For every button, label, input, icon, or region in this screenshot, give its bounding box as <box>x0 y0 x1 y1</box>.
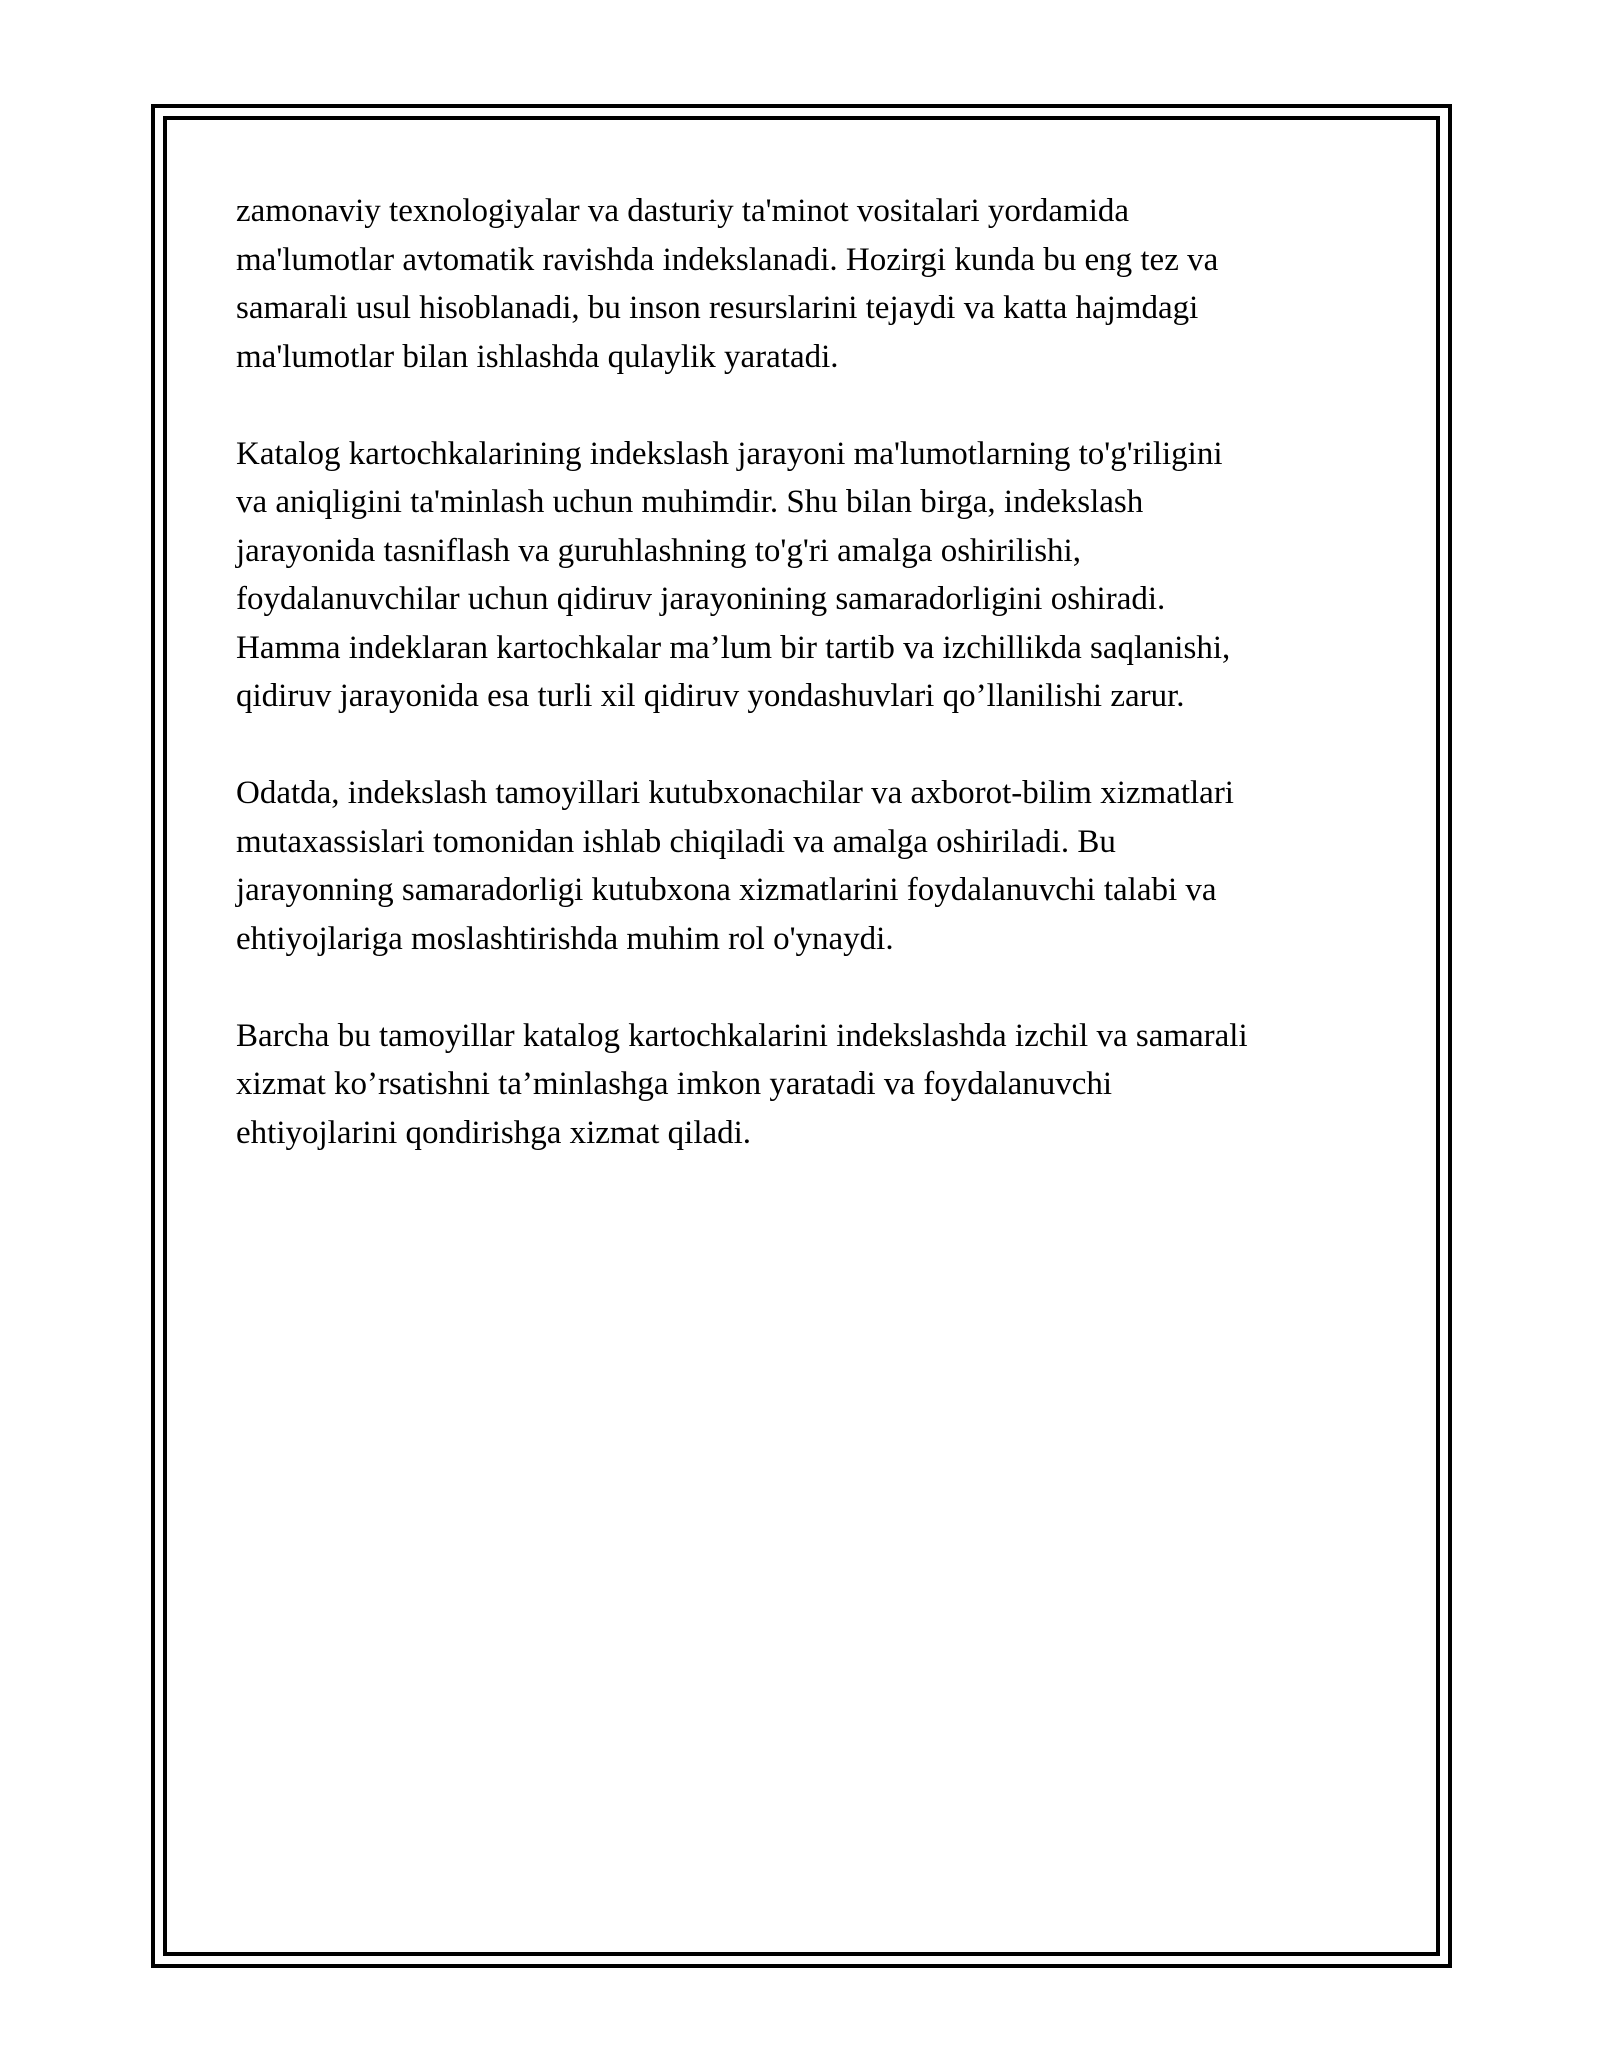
paragraph-2: Katalog kartochkalarining indekslash jarayoni ma'lumotlarning to'g'riligini va aniqligini ta'minlash uchun muhimdir. Shu bilan birga, indekslash jarayonida tasniflash va guruhlashning to'g'ri amalga oshirilishi, foydalanuvchilar uchun qidiruv jarayonining samaradorligini oshiradi. Hamma indeklaran kartochkalar ma’lum bir tartib va izchillikda saqlanishi, qidiruv jarayonida esa turli xil qidiruv yondashuvlari qo’llanilishi zarur. <box>236 435 1231 714</box>
paragraph-4: Barcha bu tamoyillar katalog kartochkalarini indekslashda izchil va samarali xizmat ko’rsatishni ta’minlashga imkon yaratadi va foydalanuvchi ehtiyojlarini qondirishga xizmat qiladi. <box>236 1017 1248 1151</box>
paragraph-3: Odatda, indekslash tamoyillari kutubxonachilar va axborot-bilim xizmatlari mutaxassislari tomonidan ishlab chiqiladi va amalga oshiriladi. Bu jarayonning samaradorligi kutubxona xizmatlarini foydalanuvchi talabi va ehtiyojlariga moslashtirishda muhim rol o'ynaydi. <box>236 775 1234 957</box>
paragraph-1: zamonaviy texnologiyalar va dasturiy ta'minot vositalari yordamida ma'lumotlar avtomatik ravishda indekslanadi. Hozirgi kunda bu eng tez va samarali usul hisoblanadi, bu inson resurslarini tejaydi va katta hajmdagi ma'lumotlar bilan ishlashda qulaylik yaratadi. <box>236 193 1219 375</box>
page-content <box>236 187 1386 1206</box>
